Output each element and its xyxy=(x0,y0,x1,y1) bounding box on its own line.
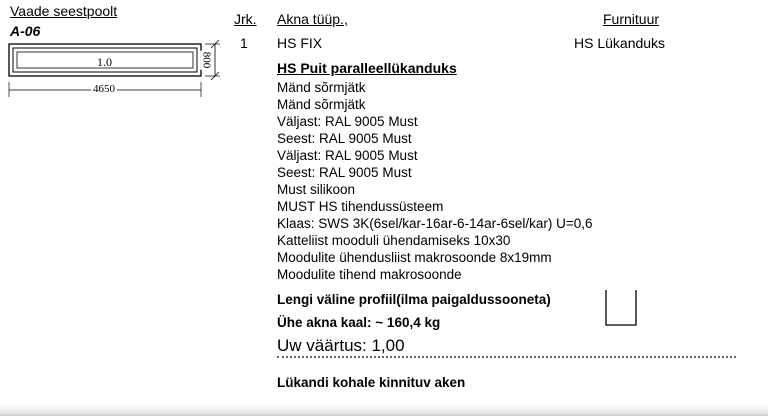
spec-line: Must silikoon xyxy=(277,182,356,197)
width-dimension: 4650 xyxy=(93,83,115,95)
profile-label: Lengi väline profiil(ilma paigaldussooneta) xyxy=(277,292,551,307)
weight-label: Ühe akna kaal: ~ 160,4 kg xyxy=(277,315,441,330)
row-type: HS FIX xyxy=(277,35,323,51)
spec-line: Väljast: RAL 9005 Must xyxy=(277,148,418,163)
spec-list xyxy=(277,79,593,283)
uw-value: Uw väärtus: 1,00 xyxy=(277,336,405,355)
header-jrk: Jrk. xyxy=(234,11,257,27)
window-drawing xyxy=(0,0,250,105)
header-akna-tyyp: Akna tüüp., xyxy=(277,11,348,27)
view-title: Vaade seestpoolt xyxy=(10,3,118,19)
spec-line: Moodulite tihend makrosoonde xyxy=(277,267,462,282)
height-dimension: 800 xyxy=(200,51,213,69)
spec-line: Katteliist mooduli ühendamiseks 10x30 xyxy=(277,233,511,248)
spec-line: MUST HS tihendussüsteem xyxy=(277,199,444,214)
spec-title: HS Puit paralleellükanduks xyxy=(277,60,457,76)
spec-line: Seest: RAL 9005 Must xyxy=(277,165,412,180)
header-furnituur: Furnituur xyxy=(603,11,660,27)
row-furnituur: HS Lükanduks xyxy=(574,35,666,51)
footer-note: Lükandi kohale kinnituv aken xyxy=(277,375,466,390)
page-bottom-shadow xyxy=(0,404,768,416)
spec-line: Moodulite ühendusliist makrosoonde 8x19mm xyxy=(277,250,552,265)
spec-line: Väljast: RAL 9005 Must xyxy=(277,114,418,129)
spec-line: Klaas: SWS 3K(6sel/kar-16ar-6-14ar-6sel/kar) U=0,6 xyxy=(277,216,593,231)
spec-line: Seest: RAL 9005 Must xyxy=(277,131,412,146)
panel-label: 1.0 xyxy=(97,55,112,69)
window-code: A-06 xyxy=(10,23,41,39)
row-number: 1 xyxy=(240,35,248,51)
spec-line: Mänd sõrmjätk xyxy=(277,97,366,112)
profile-symbol-icon xyxy=(603,288,639,328)
spec-line: Mänd sõrmjätk xyxy=(277,80,366,95)
dotted-separator xyxy=(277,356,736,358)
